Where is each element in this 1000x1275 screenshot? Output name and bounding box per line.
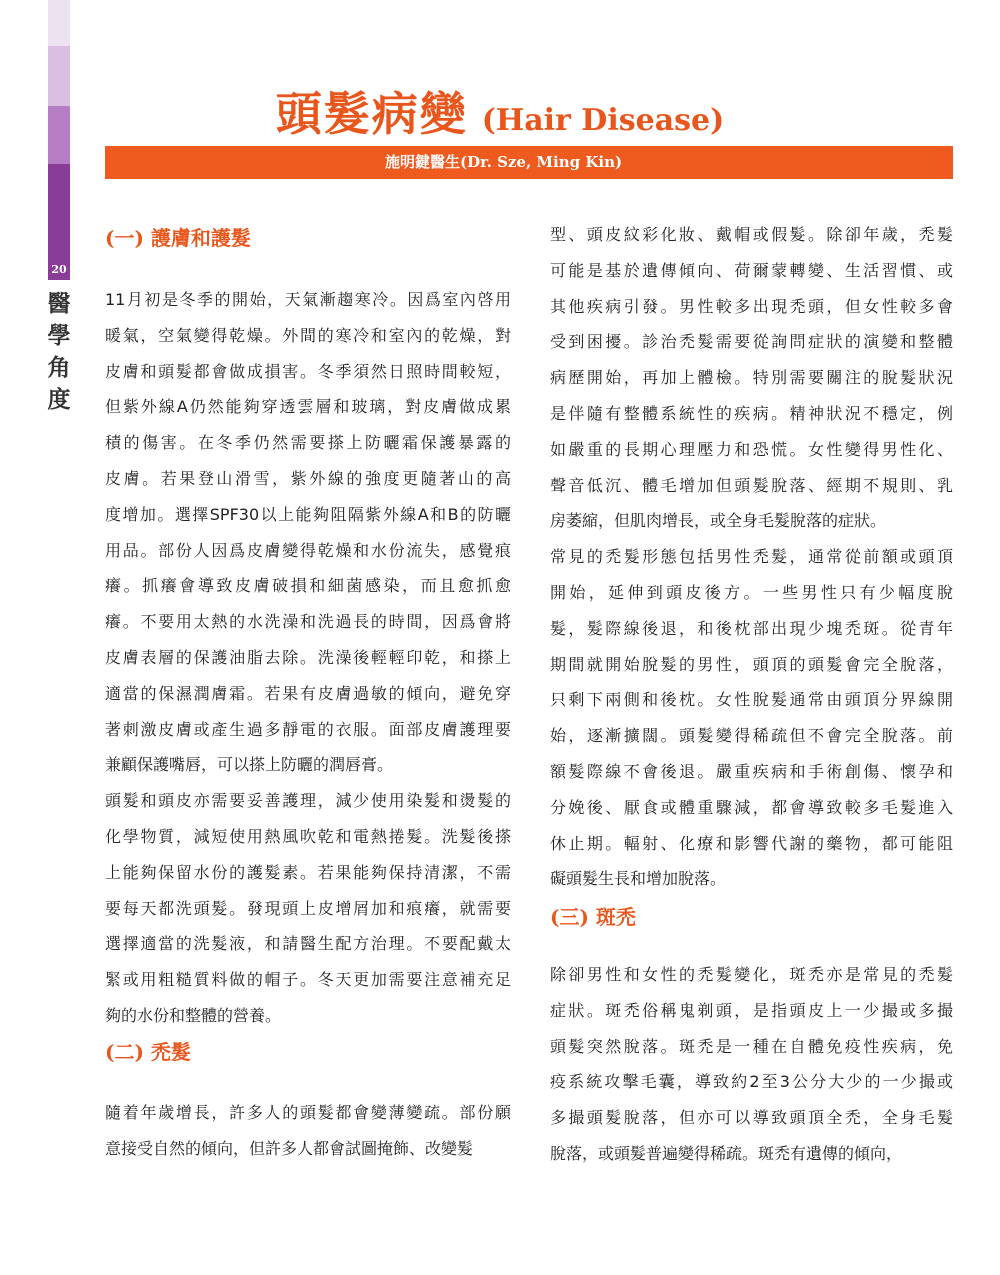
body-text-line: 要每天都洗頭髮。發現頭上皮增屑加和痕癢，就需要 [105, 898, 511, 918]
body-text-line: 皮膚表層的保護油脂去除。洗澡後輕輕印乾，和搽上 [105, 648, 511, 667]
body-text-line: 脫落，或頭髮普遍變得稀疏。斑禿有遺傳的傾向， [550, 1144, 903, 1163]
body-text-line: 皮膚。若果登山滑雪，紫外線的強度更隨著山的高 [105, 469, 511, 488]
body-text-line: 型、頭皮紋彩化妝、戴帽或假髮。除卻年歲，禿髮 [550, 225, 953, 244]
body-text-line: 分娩後、厭食或體重驟減，都會導致較多毛髮進入 [550, 797, 953, 817]
section-tag [46, 288, 72, 416]
body-text-line: 皮膚和頭髮都會做成損害。冬季須然日照時間較短， [105, 361, 511, 381]
body-text-line: 開始，延伸到頭皮後方。一些男性只有少幅度脫 [550, 583, 953, 602]
body-text-line: 積的傷害。在冬季仍然需要搽上防曬霜保護暴露的 [105, 433, 511, 453]
body-text-line: 但紫外線A仍然能夠穿透雲層和玻璃，對皮膚做成累 [105, 397, 511, 417]
body-text-line: 多撮頭髮脫落，但亦可以導致頭頂全禿，全身毛髮 [550, 1108, 953, 1128]
body-text-line: 可能是基於遺傳傾向、荷爾蒙轉變、生活習慣、或 [550, 260, 953, 280]
body-text-line: 頭髮和頭皮亦需要妥善護理，減少使用染髮和燙髮的 [105, 791, 511, 811]
title-chinese: 頭髮病變 [275, 87, 468, 141]
body-text-line: 礙頭髮生長和增加脫落。 [550, 869, 727, 889]
body-text-line: 11月初是冬季的開始，天氣漸趨寒冷。因爲室內啓用 [105, 290, 511, 309]
body-text-line: 用品。部份人因爲皮膚變得乾燥和水份流失，感覺痕 [105, 540, 511, 560]
title-english: (Hair Disease) [481, 103, 725, 138]
body-text-line: 化學物質，減短使用熱風吹乾和電熱捲髮。洗髮後搽 [105, 827, 511, 846]
body-text-line: 額髮際線不會後退。嚴重疾病和手術創傷、懷孕和 [550, 762, 953, 781]
body-text-line: 癢。抓癢會導致皮膚破損和細菌感染，而且愈抓愈 [105, 576, 511, 596]
body-text-line: 夠的水份和整體的營養。 [105, 1006, 282, 1025]
body-text-line: 選擇適當的洗髮液，和請醫生配方治理。不要配戴太 [105, 934, 511, 954]
author-bar [105, 146, 953, 179]
body-text-line: 症狀。斑禿俗稱鬼剃頭，是指頭皮上一少撮或多撮 [550, 1000, 953, 1020]
body-text-line: 其他疾病引發。男性較多出現禿頭，但女性較多會 [550, 296, 953, 316]
section-heading-2: (二) 禿髮 [105, 1040, 191, 1064]
body-text-line: 上能夠保留水份的護髮素。若果能夠保持清潔，不需 [105, 862, 511, 882]
page-number: 20 [51, 263, 67, 276]
body-text-line: 適當的保濕潤膚霜。若果有皮膚過敏的傾向，避免穿 [105, 683, 511, 703]
body-text-line: 受到困擾。診治禿髮需要從詢問症狀的演變和整體 [550, 332, 953, 352]
body-text-line: 暖氣，空氣變得乾燥。外間的寒冷和室內的乾燥，對 [105, 325, 511, 345]
body-text-line: 隨着年歲增長，許多人的頭髮都會變薄變疏。部份願 [105, 1103, 511, 1122]
section-heading-3: (三) 斑禿 [550, 905, 636, 929]
body-text-line: 病歷開始，再加上體檢。特別需要關注的脫髮狀況 [550, 368, 953, 388]
body-text-line: 如嚴重的長期心理壓力和恐慌。女性變得男性化、 [550, 439, 953, 459]
body-text-line: 緊或用粗糙質料做的帽子。冬天更加需要注意補充足 [105, 970, 511, 990]
body-text-line: 兼顧保護嘴唇，可以搽上防曬的潤唇膏。 [105, 755, 394, 775]
body-text-line: 著刺激皮膚或產生過多靜電的衣服。面部皮膚護理要 [105, 719, 511, 739]
body-text-line: 疫系統攻擊毛囊，導致約2至3公分大少的一少撮或 [550, 1072, 953, 1092]
body-text-line: 意接受自然的傾向，但許多人都會試圖掩飾、改變髮 [105, 1138, 474, 1158]
body-text-line: 聲音低沉、體毛增加但頭髮脫落、經期不規則、乳 [550, 475, 953, 495]
article-title [0, 78, 1000, 144]
section-heading-1: (一) 護膚和護髮 [105, 226, 251, 250]
body-text-line: 期間就開始脫髮的男性，頭頂的頭髮會完全脫落， [550, 654, 953, 674]
body-text-line: 只剩下兩側和後枕。女性脫髮通常由頭頂分界線開 [550, 690, 953, 710]
author-name: 施明鍵醫生(Dr. Sze, Ming Kin) [385, 153, 623, 171]
section-tag-char: 學 [47, 322, 71, 349]
body-text-line: 除卻男性和女性的禿髮變化，斑禿亦是常見的禿髮 [550, 965, 953, 984]
body-text-line: 是伴隨有整體系統性的疾病。精神狀況不穩定，例 [550, 404, 953, 423]
body-text-line: 房萎縮，但肌肉增長，或全身毛髮脫落的症狀。 [550, 511, 887, 531]
body-text-line: 癢。不要用太熱的水洗澡和洗過長的時間，因爲會將 [105, 612, 511, 632]
body-text-line: 髮，髮際線後退，和後枕部出現少塊禿斑。從青年 [550, 618, 953, 638]
body-text-line: 休止期。輻射、化療和影響代謝的藥物，都可能阻 [550, 833, 953, 853]
section-tag-char: 度 [47, 386, 71, 413]
section-tag-char: 角 [47, 354, 71, 381]
body-text-line: 頭髮突然脫落。斑禿是一種在自體免疫性疾病，免 [550, 1036, 953, 1056]
section-tag-char: 醫 [47, 290, 71, 317]
body-text-line: 常見的禿髮形態包括男性禿髮，通常從前額或頭頂 [550, 547, 953, 567]
body-text-line: 始，逐漸擴闊。頭髮變得稀疏但不會完全脫落。前 [550, 726, 953, 746]
body-text-line: 度增加。選擇SPF30以上能夠阻隔紫外線A和B的防曬 [105, 504, 511, 524]
